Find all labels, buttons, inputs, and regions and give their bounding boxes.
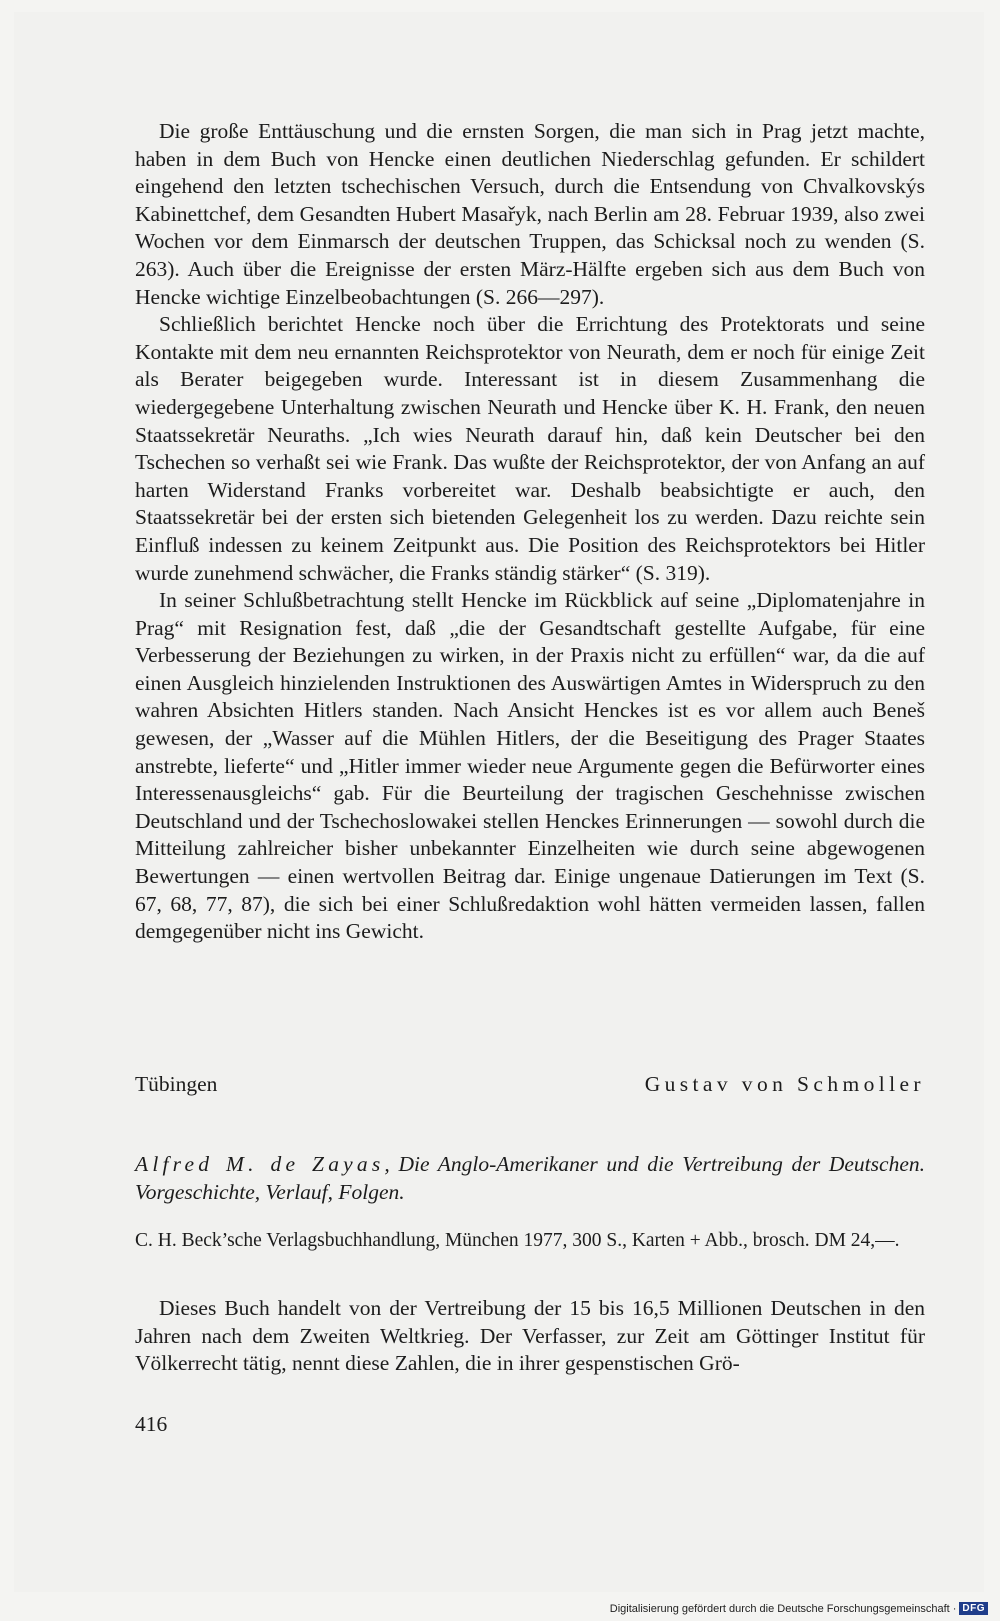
digitization-credit: Digitalisierung gefördert durch die Deutsche Forschungsgemeinschaft · DFG xyxy=(610,1602,988,1615)
signature-place: Tübingen xyxy=(135,1072,218,1096)
review-body-continued xyxy=(135,118,925,946)
review-author: Alfred M. de Zayas xyxy=(135,1152,385,1176)
credit-text: Digitalisierung gefördert durch die Deutsche Forschungsgemeinschaft xyxy=(609,1602,950,1615)
paragraph: Dieses Buch handelt von der Vertreibung der 15 bis 16,5 Millionen Deutschen in den Jahren nach dem Zweiten Weltkrieg. Der Verfasser, zur Zeit am Göttinger Institut für Völkerrecht tätig, nennt diese Zahlen, die in ihrer gespenstischen Grö- xyxy=(135,1296,925,1376)
paragraph: Die große Enttäuschung und die ernsten Sorgen, die man sich in Prag jetzt machte, haben in dem Buch von Hencke einen deutlichen Niederschlag gefunden. Er schildert eingehend den letzten tschechischen Versuch, durch die Entsendung von Chvalkovskýs Kabinettchef, dem Gesandten Hubert Masařyk, nach Berlin am 28. Februar 1939, also zwei Wochen vor dem Einmarsch der deutschen Truppen, das Schicksal noch zu wenden (S. 263). Auch über die Ereignisse der ersten März-Hälfte ergeben sich aus dem Buch von Hencke wichtige Einzelbeobachtungen (S. 266—297). xyxy=(135,119,925,309)
bibliographic-details: C. H. Beck’sche Verlagsbuchhandlung, München 1977, 300 S., Karten + Abb., brosch. DM 24,—. xyxy=(135,1230,900,1251)
paragraph: In seiner Schlußbetrachtung stellt Hencke im Rückblick auf seine „Diplomatenjahre in Prag“ mit Resignation fest, daß „die der Gesandtschaft gestellte Aufgabe, für eine Verbesserung der Beziehungen zu wirken, in der Praxis nicht zu erfüllen“ war, da die auf einen Ausgleich hinzielenden Instruktionen des Auswärtigen Amtes in Widerspruch zu den wahren Absichten Hitlers standen. Nach Ansicht Henckes ist es vor allem auch Beneš gewesen, der „Wasser auf die Mühlen Hitlers, der die Beseitigung des Prager Staates anstrebte, lieferte“ und „Hitler immer wieder neue Argumente gegen die Befürworter eines Interessenausgleichs“ gab. Für die Beurteilung der tragischen Geschehnisse zwischen Deutschland und der Tschechoslowakei stellen Henckes Erinnerungen — sowohl durch die Mitteilung zahlreicher bisher unbekannter Einzelheiten wie durch seine abgewogenen Bewertungen — einen wertvollen Beitrag dar. Einige ungenaue Datierungen im Text (S. 67, 68, 77, 87), die sich bei einer Schlußredaktion wohl hätten vermeiden lassen, fallen demgegenüber nicht ins Gewicht. xyxy=(135,588,925,944)
page-number: 416 xyxy=(135,1412,168,1436)
signature-author: Gustav von Schmoller xyxy=(644,1072,925,1096)
review-title: , Die Anglo-Amerikaner und die Vertreibung der Deutschen. Vorgeschichte, Verlauf, Folgen. xyxy=(135,1152,925,1204)
paragraph: Schließlich berichtet Hencke noch über die Errichtung des Protektorats und seine Kontakte mit dem neu ernannten Reichsprotektor von Neurath, dem er noch für einige Zeit als Berater beigegeben wurde. Interessant ist in diesem Zusammenhang die wiedergegebene Unterhaltung zwischen Neurath und Hencke über K. H. Frank, den neuen Staatssekretär Neuraths. „Ich wies Neurath darauf hin, daß kein Deutscher bei den Tschechen so verhaßt sei wie Frank. Das wußte der Reichsprotektor, der von Anfang an auf harten Widerstand Franks vorbereitet war. Deshalb beabsichtigte er auch, den Staatssekretär bei der ersten sich bietenden Gelegenheit los zu werden. Dazu reichte sein Einfluß indessen zu keinem Zeitpunkt aus. Die Position des Reichsprotektors bei Hitler wurde zunehmend schwächer, die Franks ständig stärker“ (S. 319). xyxy=(135,312,925,585)
review-body xyxy=(135,1295,925,1378)
review-heading xyxy=(135,1150,925,1206)
dfg-logo-icon: DFG xyxy=(959,1602,988,1615)
